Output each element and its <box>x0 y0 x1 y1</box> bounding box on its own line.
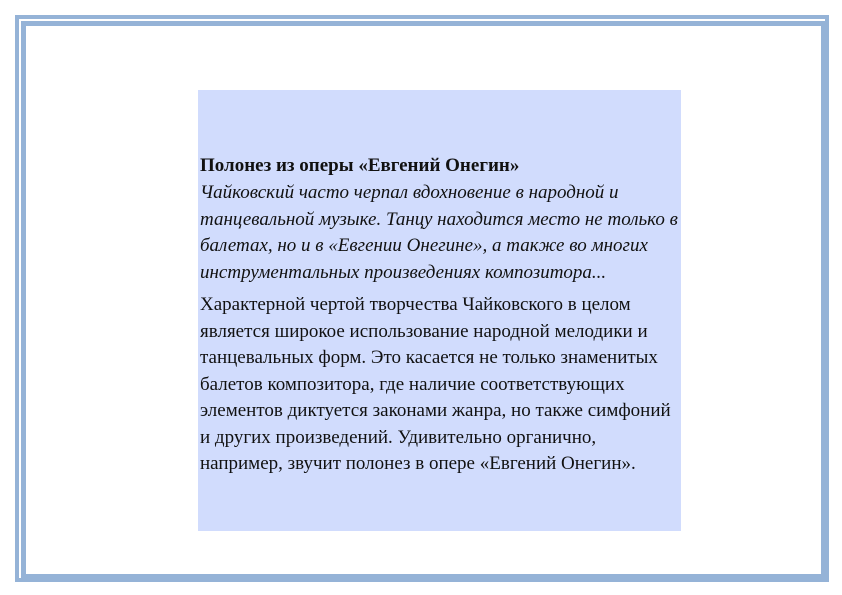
body-paragraph: Характерной чертой творчества Чайковского в целом является широкое использование народной мелодики и танцевальных форм. Это касается не только знаменитых балетов композитора, где наличие соответствующих элементов диктуется законами жанра, но также симфоний и других произведений. Удивительно органично, например, звучит полонез в опере «Евгений Онегин». <box>200 294 671 474</box>
intro-paragraph: Чайковский часто черпал вдохновение в народной и танцевальной музыке. Танцу находится место не только в балетах, но и в «Евгении Онегине», а также во многих инструментальных произведениях композитора... <box>200 182 678 283</box>
text-content-box <box>198 90 681 531</box>
slide-title: Полонез из оперы «Евгений Онегин» <box>200 155 520 176</box>
